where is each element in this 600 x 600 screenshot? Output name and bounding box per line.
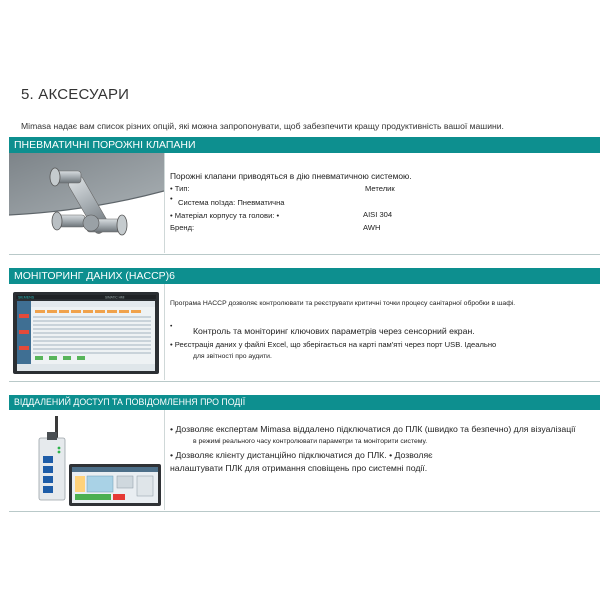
- train-system-text: Система поїзда: Пневматична: [178, 198, 285, 207]
- intro-text: Mimasa надає вам список різних опцій, які можна запропонувати, щоб забезпечити кращу продуктивність вашої машини.: [21, 121, 504, 131]
- section-description: Порожні клапани приводяться в дію пневматичною системою.: [170, 171, 412, 181]
- material-label: • Матеріал корпусу та голови: •: [170, 211, 280, 220]
- divider: [9, 254, 600, 255]
- pneumatic-valve-image: [9, 153, 165, 253]
- realtime-monitoring-text: в режимі реального часу контролювати параметри та моніторити систему.: [193, 438, 428, 445]
- screen-brand-text: SIEMENS: [18, 295, 35, 300]
- divider: [9, 381, 600, 382]
- screen-model-text: SIMATIC HMI: [105, 295, 125, 300]
- divider: [9, 511, 600, 512]
- section-heading-data-monitoring: МОНІТОРИНГ ДАНИХ (HACCP)6: [9, 268, 600, 284]
- bullet: •: [170, 194, 173, 203]
- page-title: 5. АКСЕСУАРИ: [21, 86, 130, 103]
- section-heading-remote-access: ВІДДАЛЕНИЙ ДОСТУП ТА ПОВІДОМЛЕННЯ ПРО ПОДІЇ: [9, 395, 600, 410]
- brand-label: Бренд:: [170, 223, 195, 232]
- excel-logging-text: • Реєстрація даних у файлі Excel, що зберігається на карті пам'яті через порт USB. Ідеально: [170, 340, 497, 349]
- remote-expert-text: • Дозволяє експертам Mimasa віддалено підключатися до ПЛК (швидко та безпечно) для візуалізації: [170, 424, 576, 434]
- section-heading-pneumatic-valves: ПНЕВМАТИЧНІ ПОРОЖНІ КЛАПАНИ: [9, 137, 600, 153]
- brand-value: AWH: [363, 223, 381, 232]
- client-remote-text: • Дозволяє клієнту дистанційно підключатися до ПЛК. • Дозволяє: [170, 450, 433, 460]
- remote-access-router-image: [9, 410, 165, 510]
- type-label: • Тип:: [170, 184, 190, 193]
- notifications-text: налаштувати ПЛК для отримання сповіщень про системні події.: [170, 463, 428, 473]
- section-description: Програма HACCP дозволяє контролювати та реєструвати критичні точки процесу санітарної обробки в шафі.: [170, 300, 516, 307]
- touchscreen-control-text: Контроль та моніторинг ключових параметрів через сенсорний екран.: [193, 326, 475, 336]
- hmi-screen-image: [9, 284, 165, 380]
- type-value: Метелик: [365, 184, 395, 193]
- material-value: AISI 304: [363, 210, 393, 219]
- audit-reporting-text: для звітності про аудити.: [193, 353, 272, 360]
- bullet: •: [170, 323, 173, 330]
